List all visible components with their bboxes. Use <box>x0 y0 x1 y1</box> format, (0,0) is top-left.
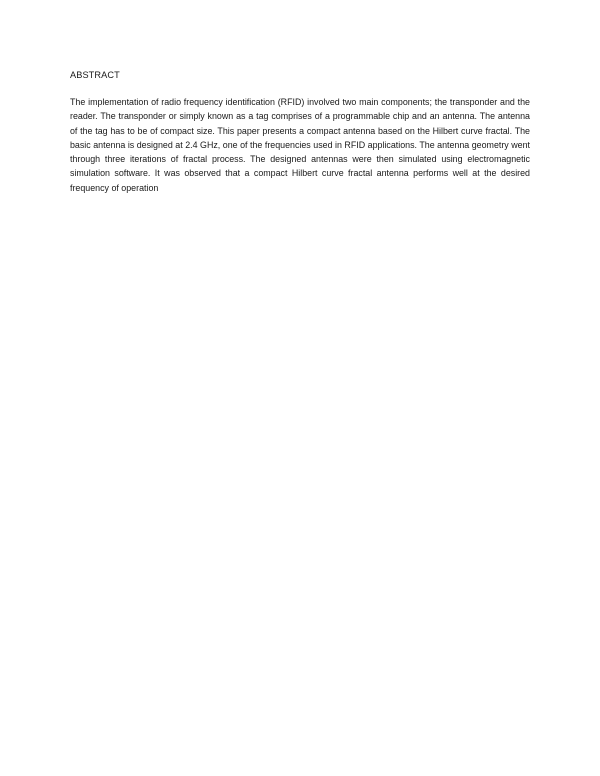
abstract-heading: ABSTRACT <box>70 70 120 80</box>
abstract-body: The implementation of radio frequency identification (RFID) involved two main components; the transponder and the reader. The transponder or simply known as a tag comprises of a programmable chip and an antenna. The antenna of the tag has to be of compact size. This paper presents a compact antenna based on the Hilbert curve fractal. The basic antenna is designed at 2.4 GHz, one of the frequencies used in RFID applications. The antenna geometry went through three iterations of fractal process. The designed antennas were then simulated using electromagnetic simulation software. It was observed that a compact Hilbert curve fractal antenna performs well at the desired frequency of operation <box>70 97 530 193</box>
